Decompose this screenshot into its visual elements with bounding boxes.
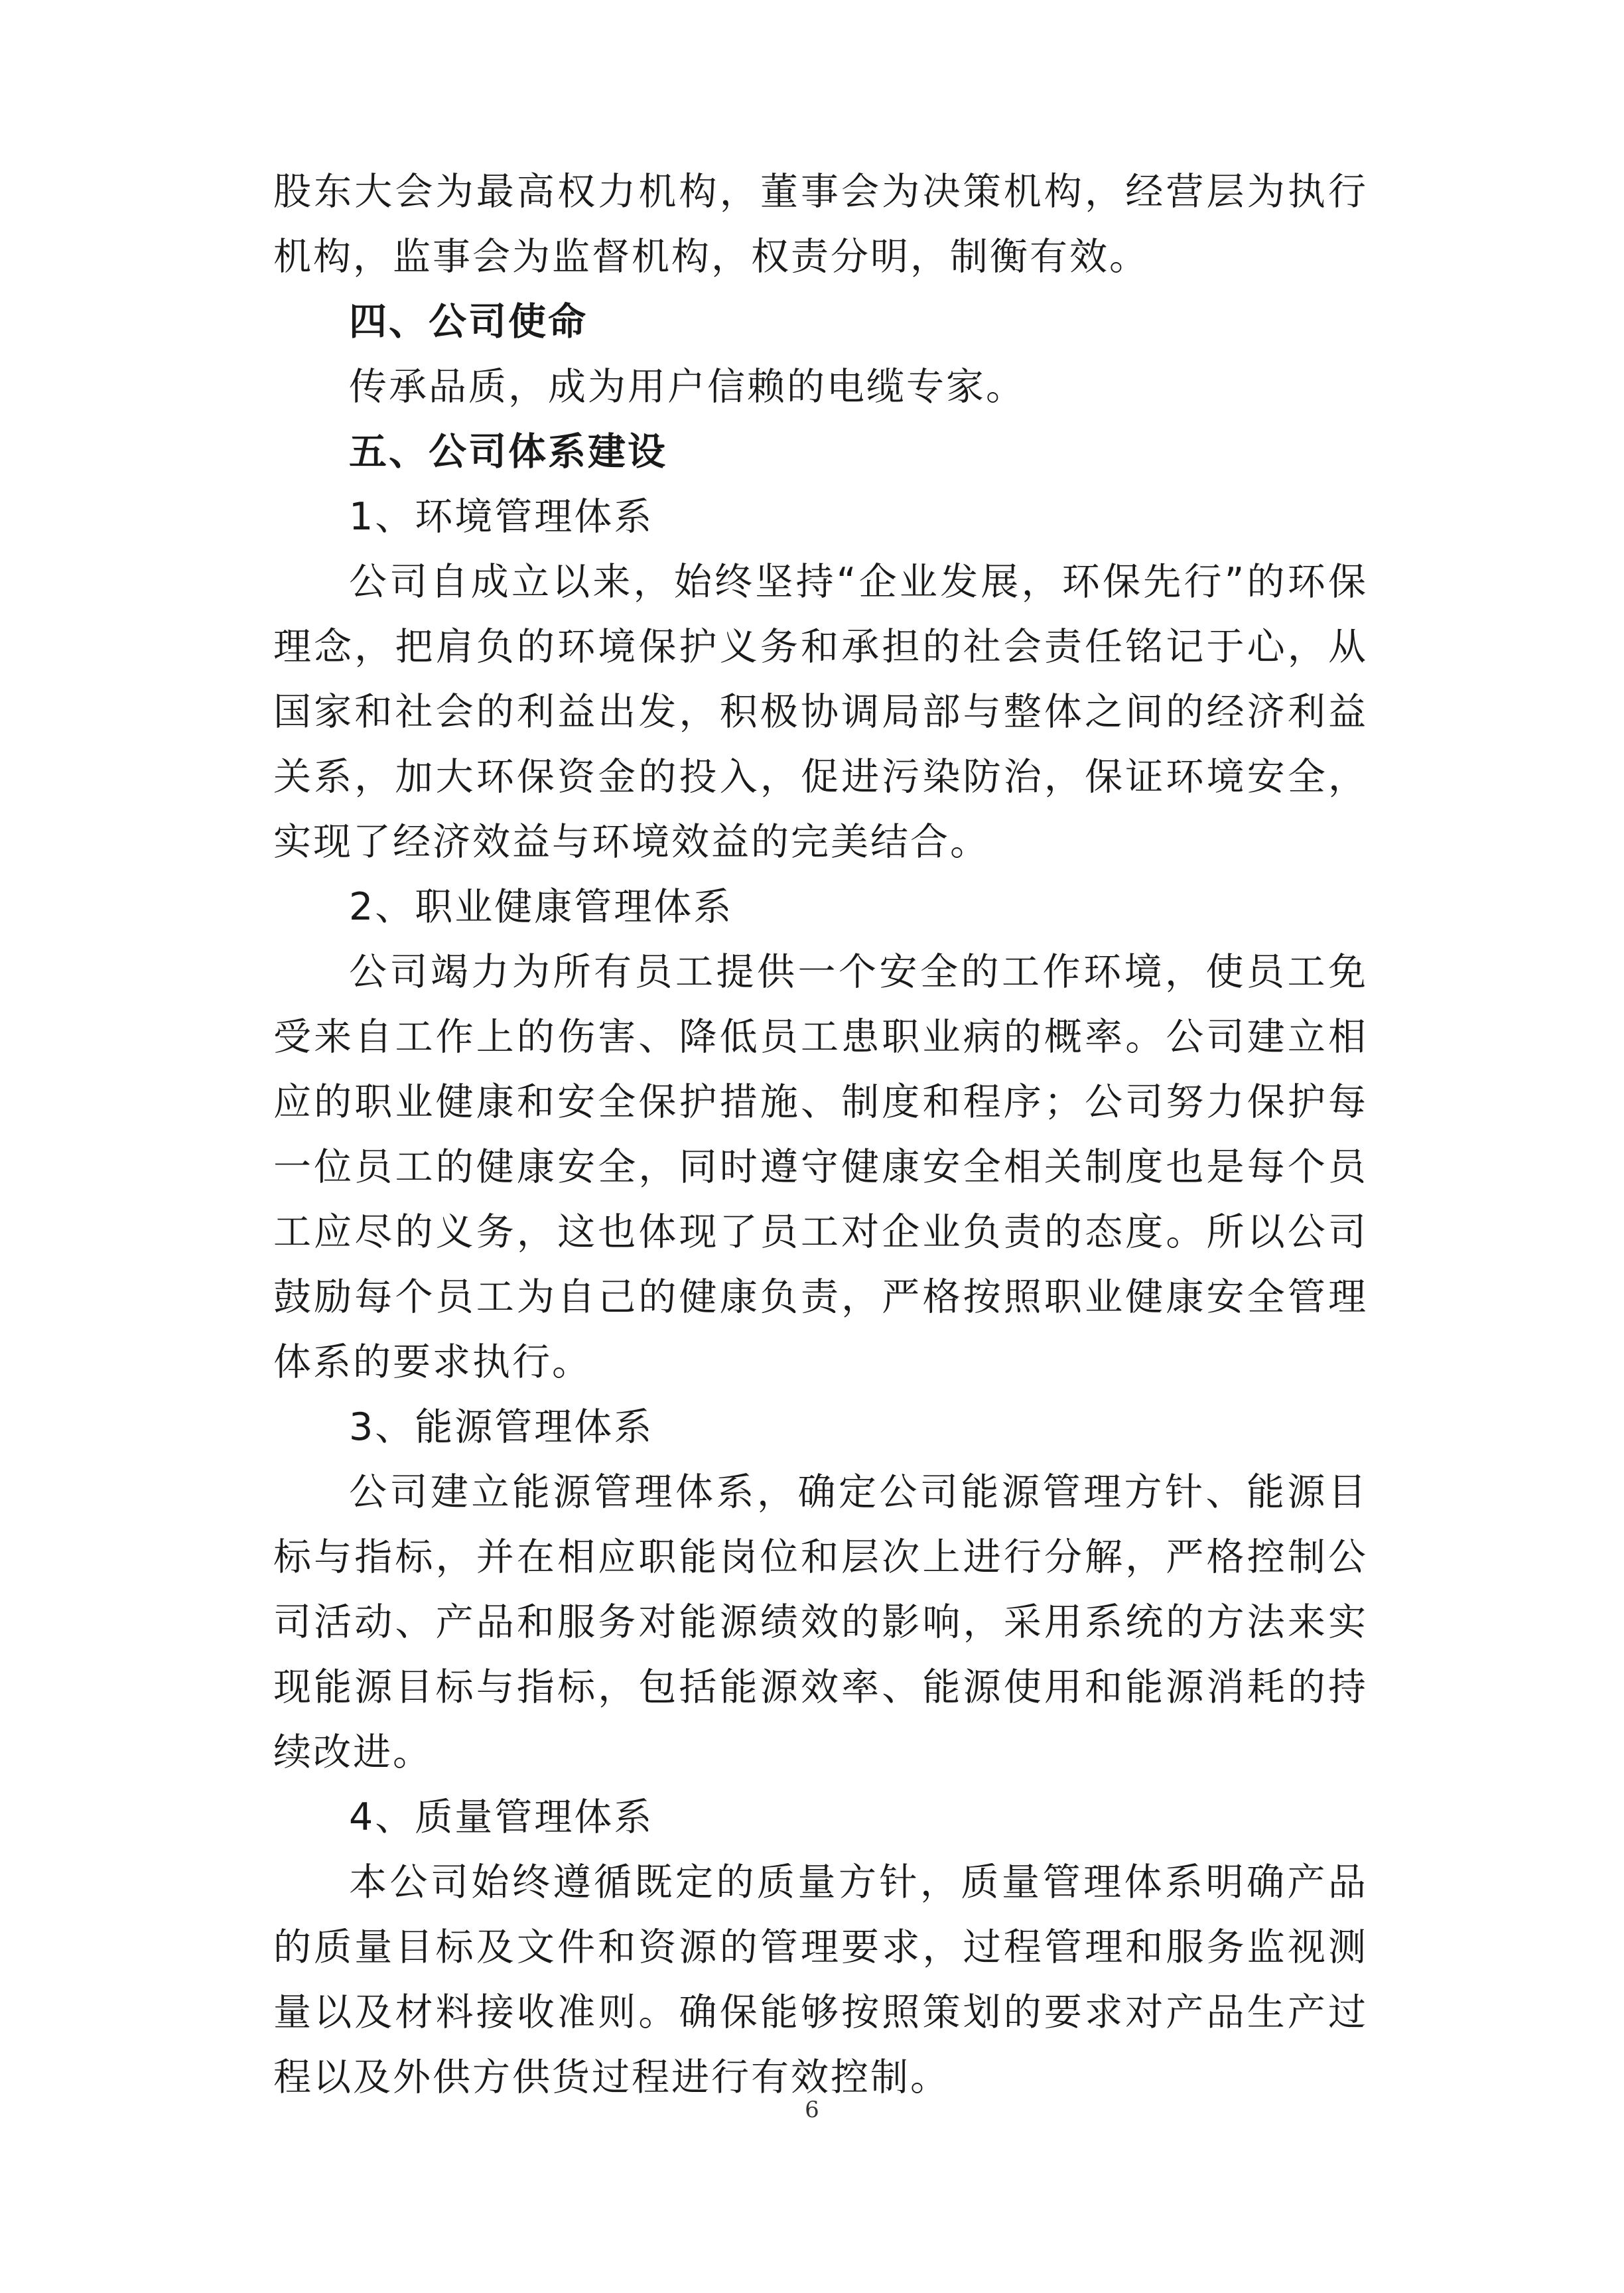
subheading-environment: 1、环境管理体系 [349, 495, 654, 539]
paragraph-energy: 公司建立能源管理体系，确定公司能源管理方针、能源目标与指标，并在相应职能岗位和层次上进行分解，严格控制公司活动、产品和服务对能源绩效的影响，采用系统的方法来实现能源目标与指标，包括能源效率、能源使用和能源消耗的持续改进。 [273, 1470, 1368, 1774]
page-number: 6 [805, 2097, 819, 2123]
document-body [273, 159, 1368, 2110]
subheading-energy: 3、能源管理体系 [349, 1405, 654, 1449]
section-heading-system-building: 五、公司体系建设 [349, 430, 667, 474]
paragraph-mission: 传承品质，成为用户信赖的电缆专家。 [349, 365, 1026, 409]
paragraph-governance: 股东大会为最高权力机构，董事会为决策机构，经营层为执行机构，监事会为监督机构，权责分明，制衡有效。 [273, 170, 1368, 279]
subheading-quality: 4、质量管理体系 [349, 1795, 654, 1839]
paragraph-environment: 公司自成立以来，始终坚持“企业发展，环保先行”的环保理念，把肩负的环境保护义务和承担的社会责任铭记于心，从国家和社会的利益出发，积极协调局部与整体之间的经济利益关系，加大环保资金的投入，促进污染防治，保证环境安全，实现了经济效益与环境效益的完美结合。 [273, 560, 1368, 864]
paragraph-occupational-health: 公司竭力为所有员工提供一个安全的工作环境，使员工免受来自工作上的伤害、降低员工患职业病的概率。公司建立相应的职业健康和安全保护措施、制度和程序；公司努力保护每一位员工的健康安全，同时遵守健康安全相关制度也是每个员工应尽的义务，这也体现了员工对企业负责的态度。所以公司鼓励每个员工为自己的健康负责，严格按照职业健康安全管理体系的要求执行。 [273, 950, 1368, 1384]
subheading-occupational-health: 2、职业健康管理体系 [349, 885, 734, 929]
section-heading-mission: 四、公司使命 [349, 300, 588, 344]
paragraph-quality: 本公司始终遵循既定的质量方针，质量管理体系明确产品的质量目标及文件和资源的管理要求，过程管理和服务监视测量以及材料接收准则。确保能够按照策划的要求对产品生产过程以及外供方供货过程进行有效控制。 [273, 1860, 1368, 2099]
